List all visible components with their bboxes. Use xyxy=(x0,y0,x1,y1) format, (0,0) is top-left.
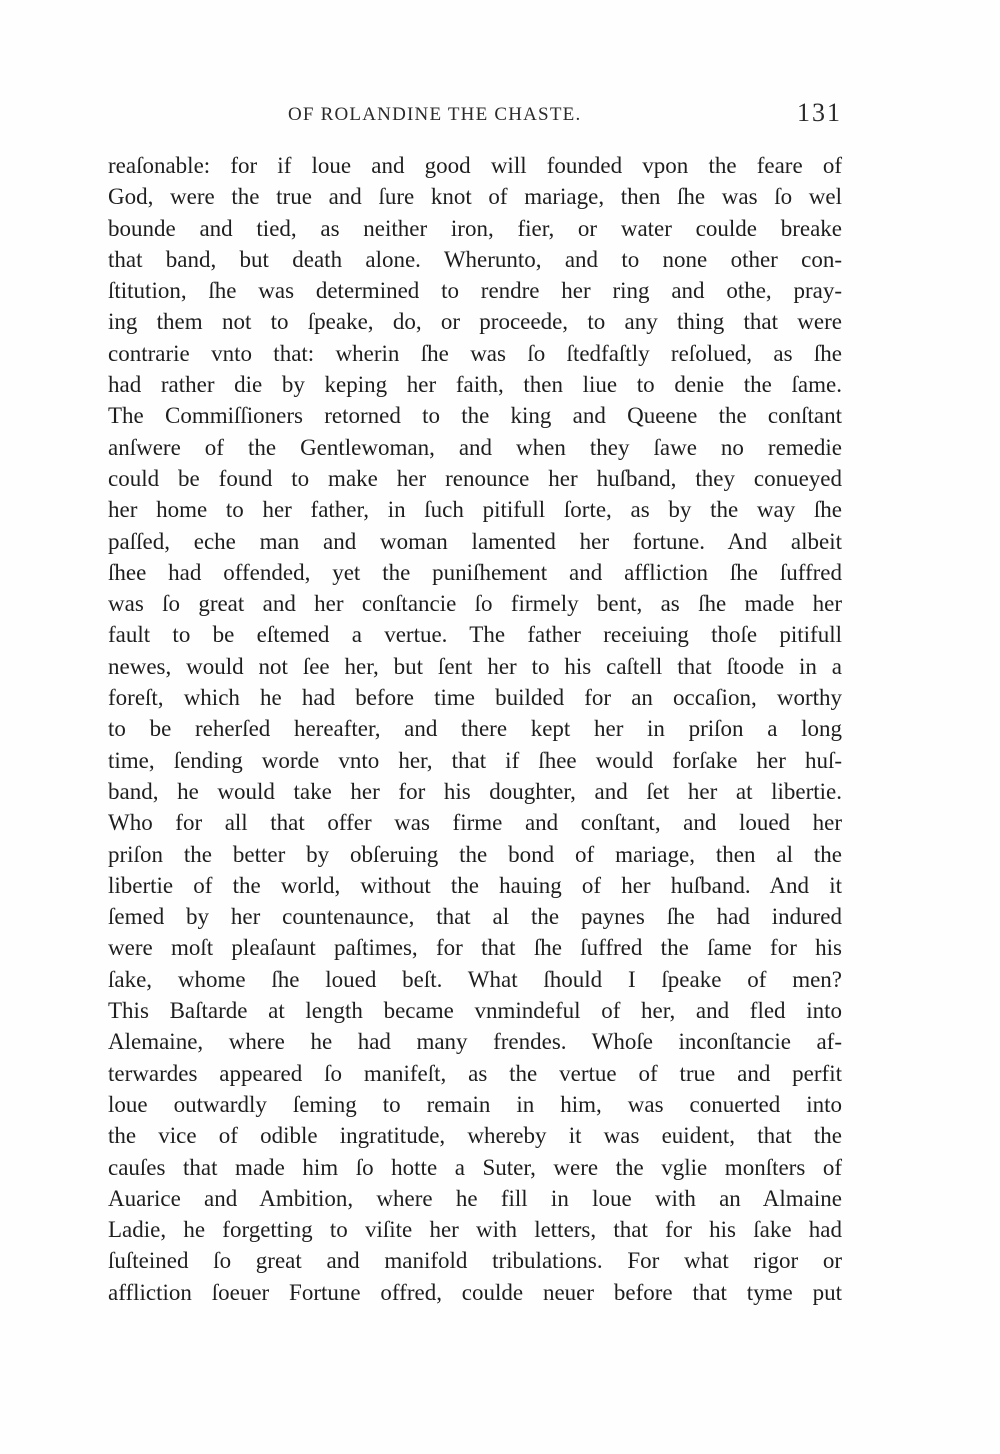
text-line: that band, but death alone. Wherunto, and to none other con- xyxy=(108,246,842,272)
text-line: The Commiſſioners retorned to the king and Queene the conſtant xyxy=(108,403,842,429)
text-line: cauſes that made him ſo hotte a Suter, were the vglie monſters of xyxy=(108,1154,842,1180)
text-line: foreſt, which he had before time builded for an occaſion, worthy xyxy=(108,685,842,711)
text-line: newes, would not ſee her, but ſent her to his caſtell that ſtoode in a xyxy=(108,653,842,679)
text-line: time, ſending worde vnto her, that if ſhee would forſake her huſ- xyxy=(108,747,842,773)
text-line: terwardes appeared ſo manifeſt, as the vertue of true and perfit xyxy=(108,1060,842,1086)
text-line: loue outwardly ſeming to remain in him, was conuerted into xyxy=(108,1091,842,1117)
text-line: reaſonable: for if loue and good will founded vpon the feare of xyxy=(108,153,842,178)
text-line: were moſt pleaſaunt paſtimes, for that ſhe ſuffred the ſame for his xyxy=(108,935,842,961)
text-line: fault to be eſtemed a vertue. The father receiuing thoſe pitifull xyxy=(108,622,842,648)
text-line: ing them not to ſpeake, do, or proceede, to any thing that were xyxy=(108,309,842,335)
text-line: her home to her father, in ſuch pitifull ſorte, as by the way ſhe xyxy=(108,497,842,523)
page-number: 131 xyxy=(797,98,842,127)
text-line: had rather die by keping her faith, then liue to denie the ſame. xyxy=(108,372,842,398)
text-line: ſuſteined ſo great and manifold tribulations. For what rigor or xyxy=(108,1248,842,1274)
text-line: to be reherſed hereafter, and there kept her in priſon a long xyxy=(108,716,842,742)
text-line: This Baſtarde at length became vnmindeful of her, and fled into xyxy=(108,998,842,1024)
text-line: ſemed by her countenaunce, that al the paynes ſhe had indured xyxy=(108,904,842,930)
text-line: band, he would take her for his doughter, and ſet her at libertie. xyxy=(108,778,842,804)
text-line: anſwere of the Gentlewoman, and when they ſawe no remedie xyxy=(108,434,842,460)
text-line: Alemaine, where he had many frendes. Whoſe inconſtancie af- xyxy=(108,1029,842,1055)
text-line: ſhee had offended, yet the puniſhement and affliction ſhe ſuffred xyxy=(108,559,842,585)
running-head xyxy=(108,98,842,138)
text-line: the vice of odible ingratitude, whereby it was euident, that the xyxy=(108,1123,842,1149)
text-line: affliction ſoeuer Fortune offred, coulde neuer before that tyme put xyxy=(108,1279,842,1305)
text-line: God, were the true and ſure knot of mariage, then ſhe was ſo wel xyxy=(108,184,842,210)
text-line: bounde and tied, as neither iron, fier, or water coulde breake xyxy=(108,215,842,241)
text-line: Auarice and Ambition, where he fill in loue with an Almaine xyxy=(108,1185,842,1211)
text-line: Ladie, he forgetting to viſite her with letters, that for his ſake had xyxy=(108,1217,842,1243)
text-line: could be found to make her renounce her huſband, they conueyed xyxy=(108,465,842,491)
text-line: ſake, whome ſhe loued beſt. What ſhould I ſpeake of men? xyxy=(108,966,842,992)
text-line: contrarie vnto that: wherin ſhe was ſo ſtedfaſtly reſolued, as ſhe xyxy=(108,340,842,366)
text-line: ſtitution, ſhe was determined to rendre her ring and othe, pray- xyxy=(108,278,842,304)
text-line: priſon the better by obſeruing the bond of mariage, then al the xyxy=(108,841,842,867)
text-line: Who for all that offer was firme and conſtant, and loued her xyxy=(108,810,842,836)
text-line: paſſed, eche man and woman lamented her fortune. And albeit xyxy=(108,528,842,554)
text-line: was ſo great and her conſtancie ſo firmely bent, as ſhe made her xyxy=(108,591,842,617)
running-title: OF ROLANDINE THE CHASTE. xyxy=(288,104,582,125)
text-line: libertie of the world, without the hauing of her huſband. And it xyxy=(108,872,842,898)
body-text xyxy=(108,150,842,1308)
